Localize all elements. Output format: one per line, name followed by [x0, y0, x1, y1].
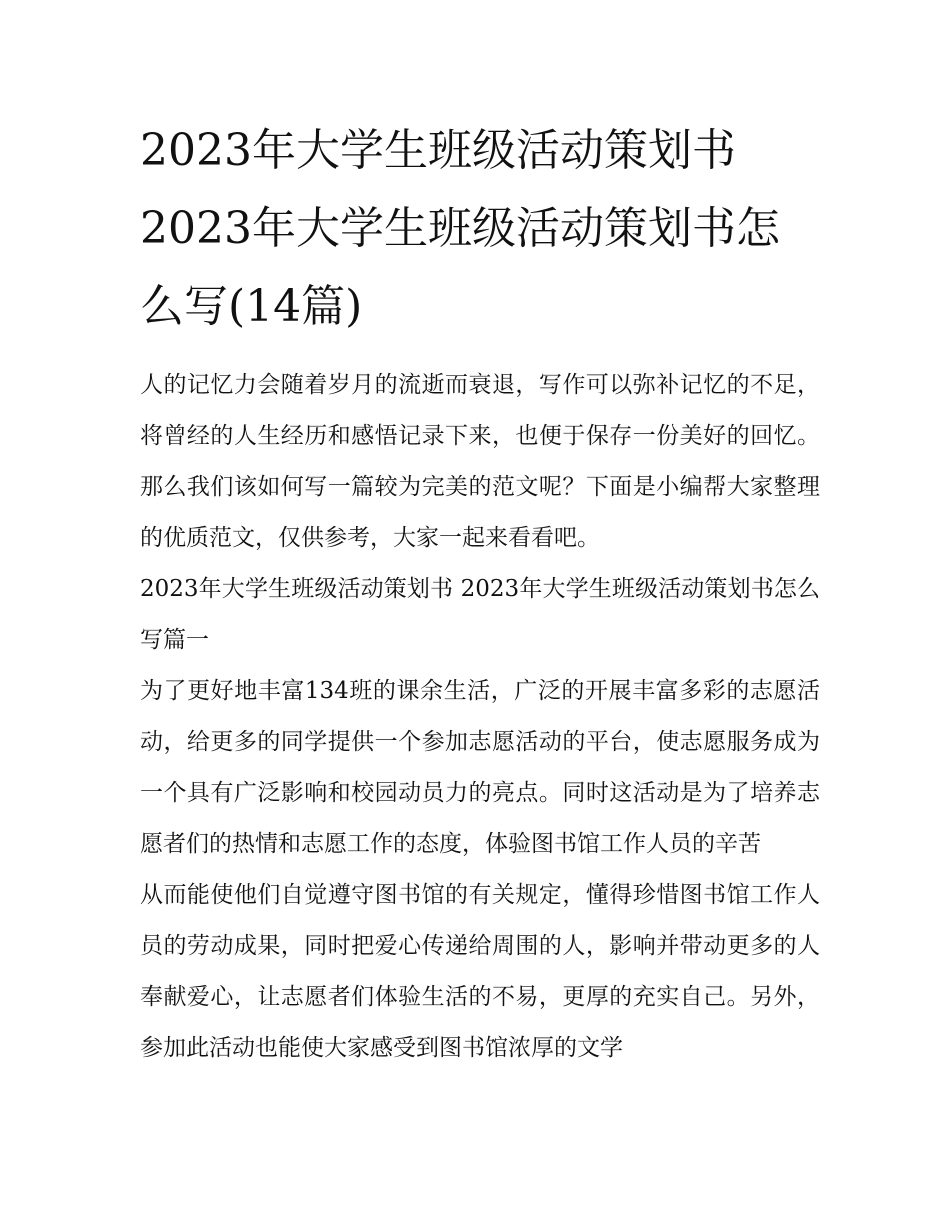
- document-page: [140, 112, 820, 1074]
- section-heading: 2023年大学生班级活动策划书 2023年大学生班级活动策划书怎么写篇一: [140, 576, 820, 653]
- document-title-text: 2023年大学生班级活动策划书 2023年大学生班级活动策划书怎么写(14篇): [140, 125, 780, 332]
- document-title: [140, 112, 820, 346]
- intro-paragraph: 人的记忆力会随着岁月的流逝而衰退，写作可以弥补记忆的不足，将曾经的人生经历和感悟记录下来，也便于保存一份美好的回忆。那么我们该如何写一篇较为完美的范文呢？下面是小编帮大家整理的优质范文，仅供参考，大家一起来看看吧。: [140, 372, 820, 551]
- body-paragraph-1: 为了更好地丰富134班的课余生活，广泛的开展丰富多彩的志愿活动，给更多的同学提供一个参加志愿活动的平台，使志愿服务成为一个具有广泛影响和校园动员力的亮点。同时这活动是为了培养志愿者们的热情和志愿工作的态度，体验图书馆工作人员的辛苦: [140, 678, 820, 857]
- body-paragraph-2: 从而能使他们自觉遵守图书馆的有关规定，懂得珍惜图书馆工作人员的劳动成果，同时把爱心传递给周围的人，影响并带动更多的人奉献爱心，让志愿者们体验生活的不易，更厚的充实自己。另外，参加此活动也能使大家感受到图书馆浓厚的文学: [140, 882, 820, 1061]
